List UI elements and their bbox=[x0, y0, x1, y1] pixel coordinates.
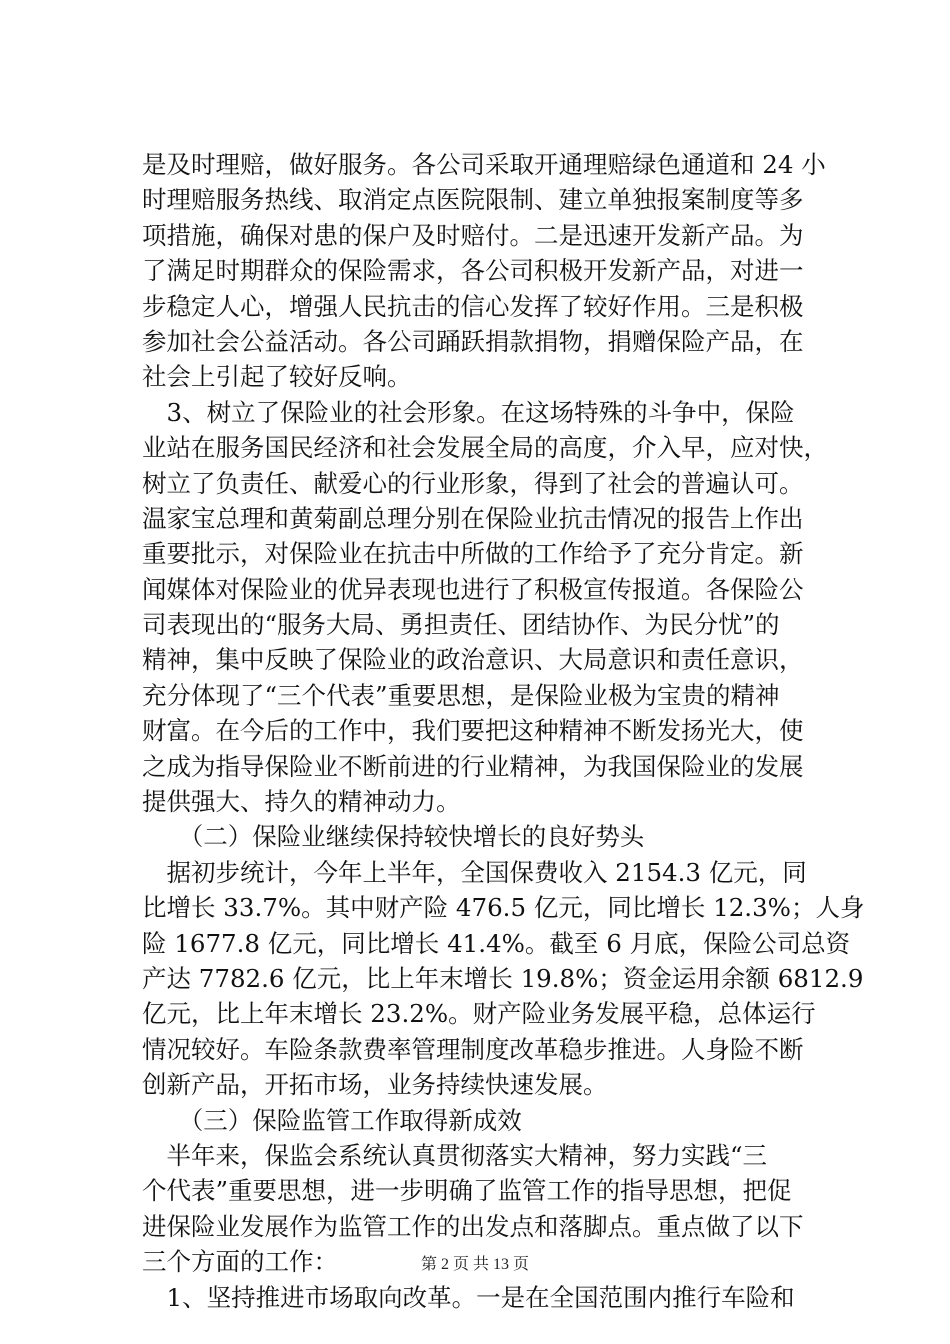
text-line: 司表现出的“服务大局、勇担责任、团结协作、为民分忧”的 bbox=[142, 610, 780, 640]
text-line: 创新产品，开拓市场，业务持续快速发展。 bbox=[142, 1070, 608, 1100]
text-line: 3、树立了保险业的社会形象。在这场特殊的斗争中，保险 bbox=[142, 397, 795, 427]
text-line: 社会上引起了较好反响。 bbox=[142, 362, 412, 392]
text-line: 亿元，比上年末增长 23.2%。财产险业务发展平稳，总体运行 bbox=[142, 999, 816, 1029]
text-line: 财富。在今后的工作中，我们要把这种精神不断发扬光大，使 bbox=[142, 716, 804, 746]
text-line: 业站在服务国民经济和社会发展全局的高度，介入早，应对快， bbox=[142, 433, 828, 463]
text-line: 三个方面的工作： bbox=[142, 1247, 338, 1277]
text-line: 进保险业发展作为监管工作的出发点和落脚点。重点做了以下 bbox=[142, 1211, 804, 1241]
text-line: 精神，集中反映了保险业的政治意识、大局意识和责任意识， bbox=[142, 645, 804, 675]
text-line: （三）保险监管工作取得新成效 bbox=[142, 1105, 522, 1135]
text-line: 半年来，保监会系统认真贯彻落实大精神，努力实践“三 bbox=[142, 1140, 768, 1170]
text-line: 产达 7782.6 亿元，比上年末增长 19.8%；资金运用余额 6812.9 bbox=[142, 963, 864, 993]
text-line: 重要批示，对保险业在抗击中所做的工作给予了充分肯定。新 bbox=[142, 539, 804, 569]
text-line: 时理赔服务热线、取消定点医院限制、建立单独报案制度等多 bbox=[142, 185, 804, 215]
text-line: 个代表”重要思想，进一步明确了监管工作的指导思想，把促 bbox=[142, 1176, 792, 1206]
document-body bbox=[142, 147, 865, 1315]
text-line: 充分体现了“三个代表”重要思想，是保险业极为宝贵的精神 bbox=[142, 680, 780, 710]
text-line: 参加社会公益活动。各公司踊跃捐款捐物，捐赠保险产品，在 bbox=[142, 326, 804, 356]
text-line: 步稳定人心，增强人民抗击的信心发挥了较好作用。三是积极 bbox=[142, 291, 804, 321]
text-line: 项措施，确保对患的保户及时赔付。二是迅速开发新产品。为 bbox=[142, 220, 804, 250]
text-line: 之成为指导保险业不断前进的行业精神，为我国保险业的发展 bbox=[142, 751, 804, 781]
text-line: 提供强大、持久的精神动力。 bbox=[142, 787, 461, 817]
text-line: 树立了负责任、献爱心的行业形象，得到了社会的普遍认可。 bbox=[142, 468, 804, 498]
text-line: 温家宝总理和黄菊副总理分别在保险业抗击情况的报告上作出 bbox=[142, 503, 804, 533]
page-footer: 第 2 页 共 13 页 bbox=[420, 1256, 529, 1273]
text-line: 闻媒体对保险业的优异表现也进行了积极宣传报道。各保险公 bbox=[142, 574, 804, 604]
text-line: （二）保险业继续保持较快增长的良好势头 bbox=[142, 822, 645, 852]
text-line: 是及时理赔，做好服务。各公司采取开通理赔绿色通道和 24 小 bbox=[142, 150, 826, 179]
text-line: 情况较好。车险条款费率管理制度改革稳步推进。人身险不断 bbox=[142, 1034, 804, 1064]
text-line: 险 1677.8 亿元，同比增长 41.4%。截至 6 月底，保险公司总资 bbox=[142, 928, 851, 958]
text-line: 据初步统计，今年上半年，全国保费收入 2154.3 亿元，同 bbox=[142, 857, 807, 887]
text-line: 了满足时期群众的保险需求，各公司积极开发新产品，对进一 bbox=[142, 256, 804, 286]
text-line: 比增长 33.7%。其中财产险 476.5 亿元，同比增长 12.3%；人身 bbox=[142, 893, 865, 923]
text-line: 1、坚持推进市场取向改革。一是在全国范围内推行车险和 bbox=[142, 1282, 795, 1312]
